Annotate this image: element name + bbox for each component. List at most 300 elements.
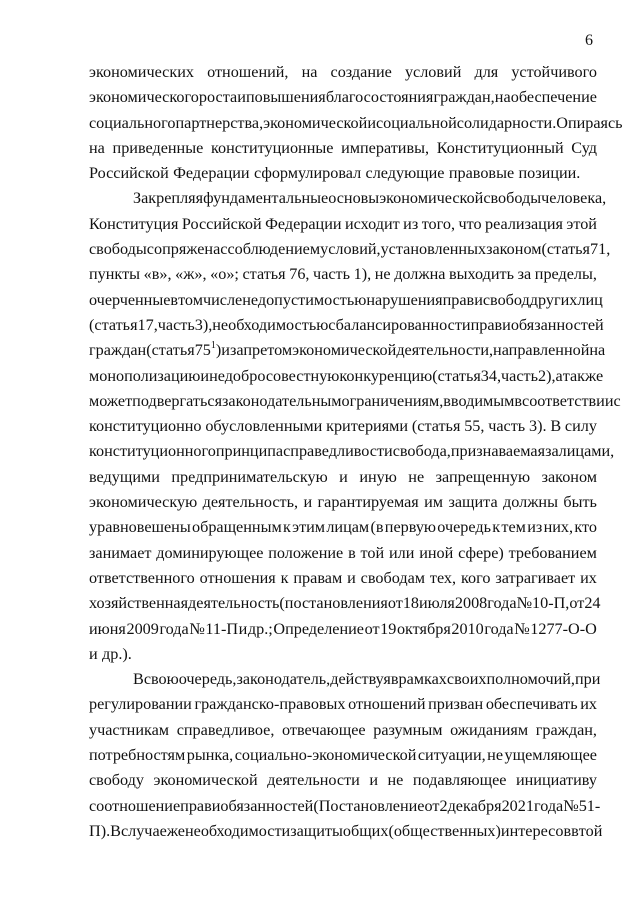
word: доминирующее bbox=[156, 543, 264, 562]
word: № bbox=[516, 594, 533, 613]
word: 19 bbox=[380, 619, 397, 638]
word: направленной bbox=[493, 341, 590, 360]
word: свободы bbox=[483, 189, 542, 208]
text-line bbox=[89, 338, 606, 363]
word: (статья bbox=[541, 240, 590, 259]
word: тех, bbox=[429, 568, 457, 587]
text-line bbox=[89, 288, 603, 313]
word: с bbox=[220, 240, 228, 259]
word: года bbox=[487, 594, 517, 613]
text-line bbox=[89, 186, 607, 211]
word: не bbox=[408, 467, 425, 486]
word: хозяйственная bbox=[89, 594, 189, 613]
word: основы bbox=[328, 189, 380, 208]
word: Российской bbox=[181, 214, 262, 233]
word: их bbox=[580, 568, 597, 587]
word: экономических bbox=[89, 63, 194, 81]
text-line bbox=[89, 465, 597, 490]
word: той bbox=[360, 543, 385, 562]
word: на bbox=[589, 341, 606, 360]
word: Суд bbox=[571, 138, 597, 157]
word: гражданско-правовых bbox=[194, 695, 346, 714]
word: регулировании bbox=[89, 695, 192, 714]
word: справедливое, bbox=[176, 720, 275, 739]
word: и bbox=[200, 366, 210, 385]
word: не bbox=[487, 746, 504, 765]
text-line bbox=[89, 692, 597, 717]
word: социально-экономической bbox=[234, 746, 417, 765]
word: свободам bbox=[360, 568, 425, 587]
word: часть bbox=[501, 366, 538, 385]
word: отношений bbox=[348, 695, 426, 714]
word: прав bbox=[470, 315, 503, 334]
text-line bbox=[89, 541, 597, 566]
word: призван bbox=[428, 695, 484, 714]
word: (статья bbox=[411, 417, 461, 436]
word: в bbox=[348, 543, 356, 562]
word: ситуации, bbox=[417, 746, 486, 765]
word: числе bbox=[202, 290, 243, 309]
word: законом bbox=[541, 467, 597, 486]
word: 2009 bbox=[126, 619, 159, 638]
word: позиции. bbox=[518, 164, 581, 183]
word: социального bbox=[89, 113, 176, 132]
word: должны bbox=[503, 493, 558, 512]
text-line bbox=[89, 490, 597, 515]
text-line bbox=[89, 85, 597, 110]
word: 10-П, bbox=[532, 594, 570, 613]
word: участникам bbox=[89, 720, 170, 739]
word: ведущими bbox=[89, 467, 160, 486]
word: свободы bbox=[89, 240, 147, 259]
word: Опираясь bbox=[556, 113, 623, 132]
word: вводимым bbox=[443, 391, 515, 410]
word: и bbox=[221, 341, 230, 360]
word: приведенные bbox=[112, 138, 204, 157]
word: и bbox=[369, 771, 379, 790]
paragraph bbox=[89, 667, 603, 844]
word: правовые bbox=[448, 164, 515, 183]
word: июня bbox=[89, 619, 126, 638]
word: кого bbox=[460, 568, 491, 587]
word: года bbox=[159, 619, 189, 638]
word: принципа bbox=[215, 442, 284, 461]
word: нарушения bbox=[366, 290, 443, 309]
word: В bbox=[110, 821, 121, 840]
word: партнерства, bbox=[175, 113, 264, 132]
word: прав bbox=[442, 290, 475, 309]
word: необходимости bbox=[184, 821, 291, 840]
word: их bbox=[580, 695, 597, 714]
word: (статья bbox=[146, 341, 195, 360]
word: № bbox=[514, 619, 530, 638]
text-line bbox=[89, 161, 597, 186]
word: роста bbox=[198, 88, 238, 107]
word: а bbox=[555, 366, 563, 385]
word: сфере) bbox=[458, 543, 504, 562]
word: 18 bbox=[402, 594, 419, 613]
word: $75^1$) bbox=[194, 339, 222, 360]
word: граждан, bbox=[535, 720, 597, 739]
word: обеспечивать bbox=[485, 695, 578, 714]
word: пункты bbox=[89, 265, 141, 284]
word: очередь, bbox=[178, 670, 237, 689]
word: июля bbox=[419, 594, 455, 613]
word: П). bbox=[89, 821, 111, 840]
word: (статья bbox=[432, 366, 481, 385]
word: может bbox=[89, 391, 133, 410]
word: подвергаться bbox=[132, 391, 223, 410]
word: кто bbox=[574, 518, 597, 537]
word: 71, bbox=[590, 240, 611, 259]
word: рынка, bbox=[186, 746, 234, 765]
word: Федерации bbox=[265, 214, 342, 233]
word: прав bbox=[180, 796, 212, 815]
word: должна bbox=[394, 265, 446, 284]
word: затрагивает bbox=[495, 568, 576, 587]
superscript: 1 bbox=[210, 339, 216, 351]
text-line bbox=[89, 111, 623, 136]
word: в bbox=[390, 670, 399, 689]
word: справедливости bbox=[283, 442, 393, 461]
word: запрещенную bbox=[435, 467, 531, 486]
word: Федерации bbox=[173, 164, 250, 183]
word: часть bbox=[157, 315, 195, 334]
word: же bbox=[166, 821, 185, 840]
word: Определение bbox=[273, 619, 364, 638]
word: 24 bbox=[584, 594, 601, 613]
word: Конституционный bbox=[436, 138, 564, 157]
text-line bbox=[89, 591, 601, 616]
word: 11-П bbox=[205, 619, 239, 638]
word: также bbox=[562, 366, 604, 385]
word: ответственного bbox=[89, 568, 195, 587]
word: исходит bbox=[345, 214, 400, 233]
word: тем bbox=[501, 518, 526, 537]
word: обеспечение bbox=[510, 88, 597, 107]
text-line bbox=[89, 439, 615, 464]
word: защита bbox=[448, 493, 498, 512]
word: социальной bbox=[375, 113, 457, 132]
word: других bbox=[529, 290, 578, 309]
word: деятельности bbox=[267, 771, 360, 790]
text-line bbox=[89, 313, 604, 338]
word: к bbox=[282, 518, 291, 537]
word: законодательным bbox=[222, 391, 342, 410]
word: граждан, bbox=[433, 88, 495, 107]
word: соблюдением bbox=[227, 240, 321, 259]
word: этим bbox=[292, 518, 326, 537]
word: в bbox=[514, 391, 523, 410]
word: обусловленными bbox=[205, 417, 323, 436]
word: общих bbox=[342, 821, 389, 840]
word: том bbox=[178, 290, 203, 309]
paragraph bbox=[89, 60, 623, 186]
word: обязанностей bbox=[220, 796, 314, 815]
word: отношений, bbox=[207, 63, 289, 81]
word: подавляющее bbox=[412, 771, 507, 790]
word: очерченные bbox=[89, 290, 171, 309]
word: и bbox=[367, 113, 376, 132]
word: требованием bbox=[508, 543, 597, 562]
word: предпринимательскую bbox=[171, 467, 328, 486]
word: того, bbox=[421, 214, 456, 233]
word: иную bbox=[359, 467, 397, 486]
word: в bbox=[571, 821, 579, 840]
body-text bbox=[89, 60, 623, 844]
word: лицами, bbox=[558, 442, 615, 461]
word: монополизацию bbox=[89, 366, 201, 385]
word: силу bbox=[564, 417, 597, 436]
word: обязанностей bbox=[510, 315, 604, 334]
word: (общественных) bbox=[388, 821, 501, 840]
word: «о»; bbox=[210, 265, 239, 284]
word: от bbox=[364, 619, 380, 638]
word: «ж», bbox=[175, 265, 207, 284]
word: или bbox=[388, 543, 415, 562]
text-line bbox=[89, 262, 597, 287]
word: ограничениям, bbox=[341, 391, 444, 410]
text-line bbox=[89, 743, 597, 768]
word: фундаментальные bbox=[203, 189, 329, 208]
word: иной bbox=[419, 543, 454, 562]
word: критериями bbox=[326, 417, 409, 436]
word: за bbox=[517, 265, 532, 284]
word: сопряжена bbox=[146, 240, 221, 259]
word: от bbox=[424, 796, 440, 815]
word: них, bbox=[543, 518, 574, 537]
word: 17, bbox=[137, 315, 158, 334]
text-line bbox=[89, 768, 597, 793]
word: 55, bbox=[464, 417, 485, 436]
word: ожиданиям bbox=[450, 720, 529, 739]
word: отношения bbox=[199, 568, 276, 587]
word: и bbox=[347, 568, 356, 587]
word: действуя bbox=[330, 670, 391, 689]
word: (статья bbox=[89, 315, 138, 334]
text-line bbox=[89, 212, 597, 237]
word: статья bbox=[242, 265, 286, 284]
word: др.). bbox=[102, 644, 132, 663]
word: благосостояния bbox=[325, 88, 434, 107]
word: свою bbox=[143, 670, 179, 689]
word: экономической bbox=[292, 341, 397, 360]
word: лиц bbox=[577, 290, 603, 309]
word: той bbox=[578, 821, 603, 840]
word: не bbox=[387, 771, 404, 790]
word: деятельность, bbox=[202, 493, 299, 512]
word: граждан bbox=[89, 341, 147, 360]
word: (постановления bbox=[279, 594, 388, 613]
word: В bbox=[133, 670, 144, 689]
word: 2008 bbox=[454, 594, 488, 613]
word: им bbox=[424, 493, 444, 512]
word: деятельность bbox=[188, 594, 280, 613]
word: признаваемая bbox=[450, 442, 546, 461]
text-line bbox=[89, 136, 597, 161]
word: рамках bbox=[398, 670, 447, 689]
word: условий bbox=[404, 63, 462, 81]
text-line bbox=[89, 515, 597, 540]
word: быть bbox=[563, 493, 597, 512]
word: соответствии bbox=[522, 391, 614, 410]
text-line bbox=[89, 414, 597, 439]
word: часть bbox=[313, 265, 351, 284]
word: и bbox=[474, 290, 483, 309]
word: конституционно bbox=[89, 417, 202, 436]
word: года bbox=[533, 796, 564, 815]
word: на bbox=[494, 88, 511, 107]
word: полномочий, bbox=[486, 670, 575, 689]
word: защиты bbox=[290, 821, 343, 840]
word: 3). bbox=[528, 417, 547, 436]
word: этой bbox=[566, 214, 597, 233]
word: повышения bbox=[246, 88, 326, 107]
text-line bbox=[89, 617, 597, 642]
word: реализация bbox=[485, 214, 563, 233]
word: инициативу bbox=[515, 771, 597, 790]
word: конституционные bbox=[210, 138, 334, 157]
word: ущемляющее bbox=[504, 746, 597, 765]
word: потребностям bbox=[89, 746, 186, 765]
text-line bbox=[89, 566, 597, 591]
word: 2 bbox=[439, 796, 448, 815]
word: запретом bbox=[229, 341, 293, 360]
word: № bbox=[189, 619, 205, 638]
word: свобод bbox=[482, 290, 530, 309]
word: условий, bbox=[320, 240, 381, 259]
word: Конституция bbox=[89, 214, 179, 233]
word: что bbox=[458, 214, 482, 233]
word: недопустимостью bbox=[242, 290, 367, 309]
word: обращенным bbox=[191, 518, 282, 537]
page-number: 6 bbox=[585, 32, 593, 49]
word: занимает bbox=[89, 543, 152, 562]
word: установленных bbox=[380, 240, 487, 259]
word: создание bbox=[330, 63, 392, 81]
word: и bbox=[211, 796, 221, 815]
word: экономической bbox=[153, 771, 258, 790]
text-line bbox=[89, 667, 601, 692]
word: выходить bbox=[449, 265, 514, 284]
word: недобросовестную bbox=[209, 366, 340, 385]
word: и bbox=[303, 493, 313, 512]
paragraph bbox=[89, 186, 621, 667]
word: и bbox=[339, 467, 348, 486]
word: экономического bbox=[89, 88, 199, 107]
word: от bbox=[387, 594, 403, 613]
word: 34, bbox=[480, 366, 502, 385]
word: лицам bbox=[326, 518, 370, 537]
word: (в bbox=[370, 518, 384, 537]
word: не bbox=[374, 265, 391, 284]
text-line bbox=[89, 642, 597, 667]
word: положение bbox=[268, 543, 344, 562]
word: своих bbox=[446, 670, 487, 689]
word: экономической bbox=[379, 189, 484, 208]
word: декабря bbox=[447, 796, 502, 815]
word: сбалансированности bbox=[328, 315, 471, 334]
word: (Постановление bbox=[313, 796, 425, 815]
word: из bbox=[527, 518, 543, 537]
text-line bbox=[89, 389, 621, 414]
word: к bbox=[280, 568, 289, 587]
word: необходимостью bbox=[212, 315, 329, 334]
word: к bbox=[492, 518, 501, 537]
word: законом bbox=[486, 240, 542, 259]
word: для bbox=[474, 63, 499, 81]
word: года bbox=[484, 619, 514, 638]
word: конкуренцию bbox=[339, 366, 433, 385]
word: с bbox=[613, 391, 621, 410]
word: пределы, bbox=[534, 265, 597, 284]
word: из bbox=[403, 214, 419, 233]
word: солидарности. bbox=[456, 113, 557, 132]
word: свобода, bbox=[392, 442, 451, 461]
text-line bbox=[89, 364, 604, 389]
word: «в», bbox=[143, 265, 172, 284]
word: № bbox=[563, 796, 579, 815]
word: соотношение bbox=[89, 796, 181, 815]
word: Закрепляя bbox=[133, 189, 204, 208]
word: сформулировал bbox=[253, 164, 362, 183]
word: случае bbox=[120, 821, 167, 840]
word: интересов bbox=[500, 821, 572, 840]
word: и bbox=[89, 644, 98, 663]
word: правам bbox=[293, 568, 343, 587]
word: 2021 bbox=[501, 796, 534, 815]
word: 2010 bbox=[451, 619, 484, 638]
word: и bbox=[237, 88, 246, 107]
word: 76, bbox=[289, 265, 310, 284]
word: деятельности, bbox=[396, 341, 494, 360]
word: гарантируемая bbox=[317, 493, 419, 512]
word: Российской bbox=[89, 164, 169, 183]
word: конституционного bbox=[89, 442, 216, 461]
text-line bbox=[89, 794, 601, 819]
word: экономическую bbox=[89, 493, 198, 512]
word: от bbox=[569, 594, 585, 613]
word: 3), bbox=[194, 315, 213, 334]
word: императивы, bbox=[341, 138, 430, 157]
word: 1277-О-О bbox=[530, 619, 597, 638]
word: 2), bbox=[538, 366, 556, 385]
word: отвечающее bbox=[282, 720, 366, 739]
word: при bbox=[574, 670, 601, 689]
word: в bbox=[170, 290, 179, 309]
word: 51- bbox=[578, 796, 601, 815]
text-line bbox=[89, 718, 597, 743]
word: разумным bbox=[373, 720, 443, 739]
word: экономической bbox=[263, 113, 368, 132]
word: на bbox=[301, 63, 318, 81]
word: человека, bbox=[541, 189, 607, 208]
word: уравновешены bbox=[89, 518, 191, 537]
word: свободу bbox=[89, 771, 145, 790]
word: устойчивого bbox=[511, 63, 597, 81]
word: за bbox=[545, 442, 559, 461]
word: очередь bbox=[437, 518, 491, 537]
word: др.; bbox=[247, 619, 273, 638]
word: и bbox=[502, 315, 511, 334]
word: на bbox=[89, 138, 105, 157]
word: часть bbox=[488, 417, 526, 436]
word: октября bbox=[396, 619, 451, 638]
text-line bbox=[89, 819, 603, 844]
word: и bbox=[238, 619, 248, 638]
word: первую bbox=[384, 518, 437, 537]
word: следующие bbox=[365, 164, 445, 183]
